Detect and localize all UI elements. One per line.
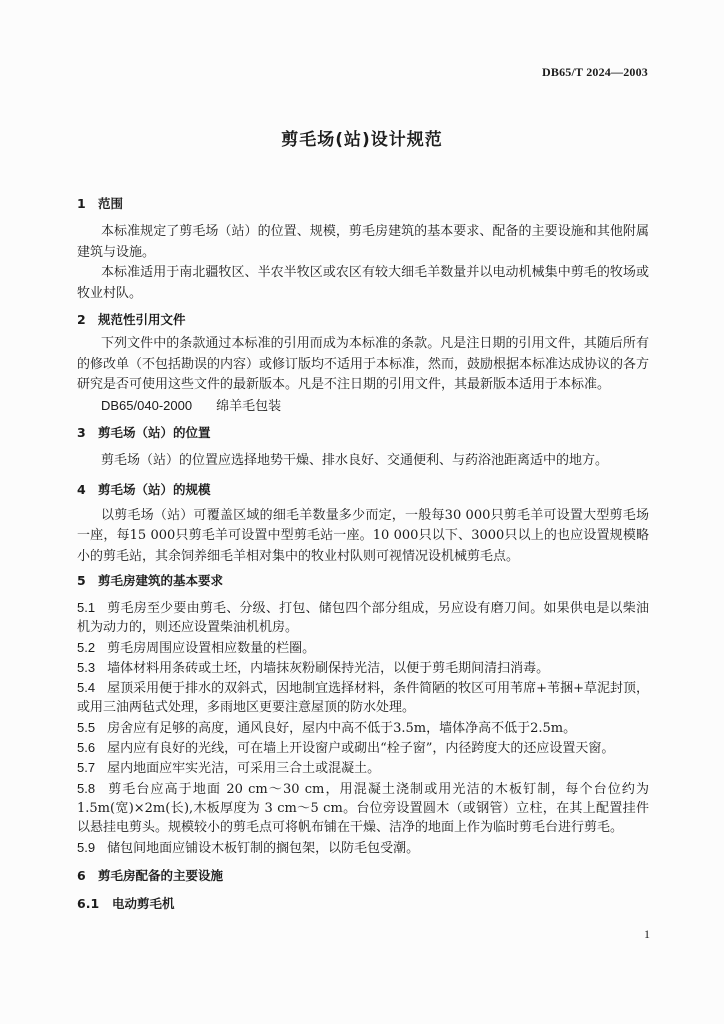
document-title: 剪毛场(站)设计规范 bbox=[281, 130, 443, 150]
clause-5-1 bbox=[77, 598, 649, 638]
paragraph: 本标准规定了剪毛场（站）的位置、规模，剪毛房建筑的基本要求、配备的主要设施和其他附属建筑与设施。 bbox=[77, 224, 649, 260]
section-number: 4 bbox=[77, 481, 86, 497]
clause-5-2 bbox=[77, 638, 649, 658]
section-scale bbox=[77, 480, 649, 568]
clause-text: 屋顶采用便于排水的双斜式，因地制宜选择材料，条件简陋的牧区可用苇席+苇捆+草泥封顶，或用三油两毡式处理，多雨地区更要注意屋顶的防水处理。 bbox=[77, 681, 649, 716]
clause-text: 剪毛房至少要由剪毛、分级、打包、储包四个部分组成，另应设有磨刀间。如果供电是以柴油机为动力的，则还应设置柴油机机房。 bbox=[77, 601, 649, 636]
clause-5-7 bbox=[77, 758, 649, 778]
section-scope bbox=[77, 194, 649, 304]
paragraph: 剪毛场（站）的位置应选择地势干燥、排水良好、交通便利、与药浴池距离适中的地方。 bbox=[101, 453, 609, 468]
section-heading bbox=[77, 194, 649, 214]
clause-number: 5.9 bbox=[77, 839, 96, 855]
clause-text: 剪毛台应高于地面 20 cm～30 cm，用混凝土浇制或用光洁的木板钉制，每个台位约为 1.5m(宽)×2m(长),木板厚度为 3 cm～5 cm。台位旁设置圆木（或钢管）立柱，在其上配置挂件以悬挂电剪头。规模较小的剪毛点可将帆布铺在干燥、洁净的地面上作为临时剪毛台进行剪毛。 bbox=[77, 781, 649, 836]
document-code: DB65/T 2024—2003 bbox=[542, 65, 648, 79]
clause-text: 房舍应有足够的高度，通风良好，屋内中高不低于3.5m，墙体净高不低于2.5m。 bbox=[107, 720, 577, 736]
subsection-number: 6.1 bbox=[77, 895, 100, 911]
section-heading bbox=[77, 423, 649, 443]
section-heading bbox=[77, 480, 649, 500]
section-location bbox=[77, 423, 649, 472]
clause-number: 5.2 bbox=[77, 639, 96, 655]
clause-text: 储包间地面应铺设木板钉制的搁包架，以防毛包受潮。 bbox=[107, 840, 420, 856]
clause-5-4 bbox=[77, 678, 649, 718]
clause-5-9 bbox=[77, 838, 649, 858]
section-heading bbox=[77, 866, 649, 886]
section-title: 剪毛房建筑的基本要求 bbox=[98, 573, 224, 588]
section-title: 剪毛房配备的主要设施 bbox=[98, 867, 224, 883]
clause-number: 5.4 bbox=[77, 680, 96, 696]
section-title: 剪毛场（站）的规模 bbox=[98, 481, 211, 497]
clause-text: 屋内应有良好的光线，可在墙上开设窗户或砌出“栓子窗”，内径跨度大的还应设置天窗。 bbox=[107, 741, 615, 757]
section-title: 剪毛场（站）的位置 bbox=[98, 425, 211, 440]
section-heading bbox=[77, 310, 649, 330]
section-number: 3 bbox=[77, 425, 86, 440]
subsection-title: 电动剪毛机 bbox=[112, 895, 175, 911]
reference-entry bbox=[77, 396, 649, 418]
clause-number: 5.7 bbox=[77, 760, 96, 776]
clause-5-5 bbox=[77, 718, 649, 738]
clause-number: 5.1 bbox=[77, 600, 96, 615]
section-heading bbox=[77, 571, 649, 591]
clause-5-8 bbox=[77, 779, 649, 838]
clause-5-6 bbox=[77, 738, 649, 758]
reference-code: DB65/040-2000 bbox=[101, 397, 193, 413]
clause-number: 5.6 bbox=[77, 740, 96, 756]
clause-number: 5.3 bbox=[77, 659, 96, 675]
section-title: 范围 bbox=[98, 196, 124, 211]
section-title: 规范性引用文件 bbox=[98, 312, 186, 327]
paragraph: 以剪毛场（站）可覆盖区域的细毛羊数量多少而定，一般每30 000只剪毛羊可设置大型剪毛场一座，每15 000只剪毛羊可设置中型剪毛站一座。10 000只以下、3000只以上的也应设置规模略小的剪毛站，其余饲养细毛羊相对集中的牧业村队则可视情况设机械剪毛点。 bbox=[77, 507, 649, 564]
reference-title: 绵羊毛包装 bbox=[216, 398, 282, 414]
clause-text: 剪毛房周围应设置相应数量的栏圈。 bbox=[107, 640, 316, 656]
section-number: 6 bbox=[77, 867, 86, 883]
clause-5-3 bbox=[77, 658, 649, 678]
section-number: 1 bbox=[77, 196, 86, 211]
clause-text: 墙体材料用条砖或土坯，内墙抹灰粉刷保持光洁，以便于剪毛期间清扫消毒。 bbox=[107, 660, 550, 676]
clause-number: 5.5 bbox=[77, 719, 96, 735]
section-building-requirements bbox=[77, 571, 649, 858]
paragraph: 本标准适用于南北疆牧区、半农半牧区或农区有较大细毛羊数量并以电动机械集中剪毛的牧场或牧业村队。 bbox=[77, 265, 649, 301]
clause-number: 5.8 bbox=[77, 780, 96, 796]
page-number: 1 bbox=[644, 927, 650, 941]
clause-text: 屋内地面应牢实光洁，可采用三合土或混凝土。 bbox=[107, 761, 381, 777]
subsection-heading bbox=[77, 894, 649, 914]
section-normative-references bbox=[77, 310, 649, 417]
paragraph: 下列文件中的条款通过本标准的引用而成为本标准的条款。凡是注日期的引用文件，其随后所有的修改单（不包括勘误的内容）或修订版均不适用于本标准，然而，鼓励根据本标准达成协议的各方研究是否可使用这些文件的最新版本。凡是不注日期的引用文件，其最新版本适用于本标准。 bbox=[77, 336, 650, 392]
section-main-facilities bbox=[77, 866, 649, 914]
clause-list bbox=[77, 598, 649, 858]
document-body bbox=[77, 194, 649, 914]
section-number: 5 bbox=[77, 573, 86, 588]
section-number: 2 bbox=[77, 312, 86, 327]
